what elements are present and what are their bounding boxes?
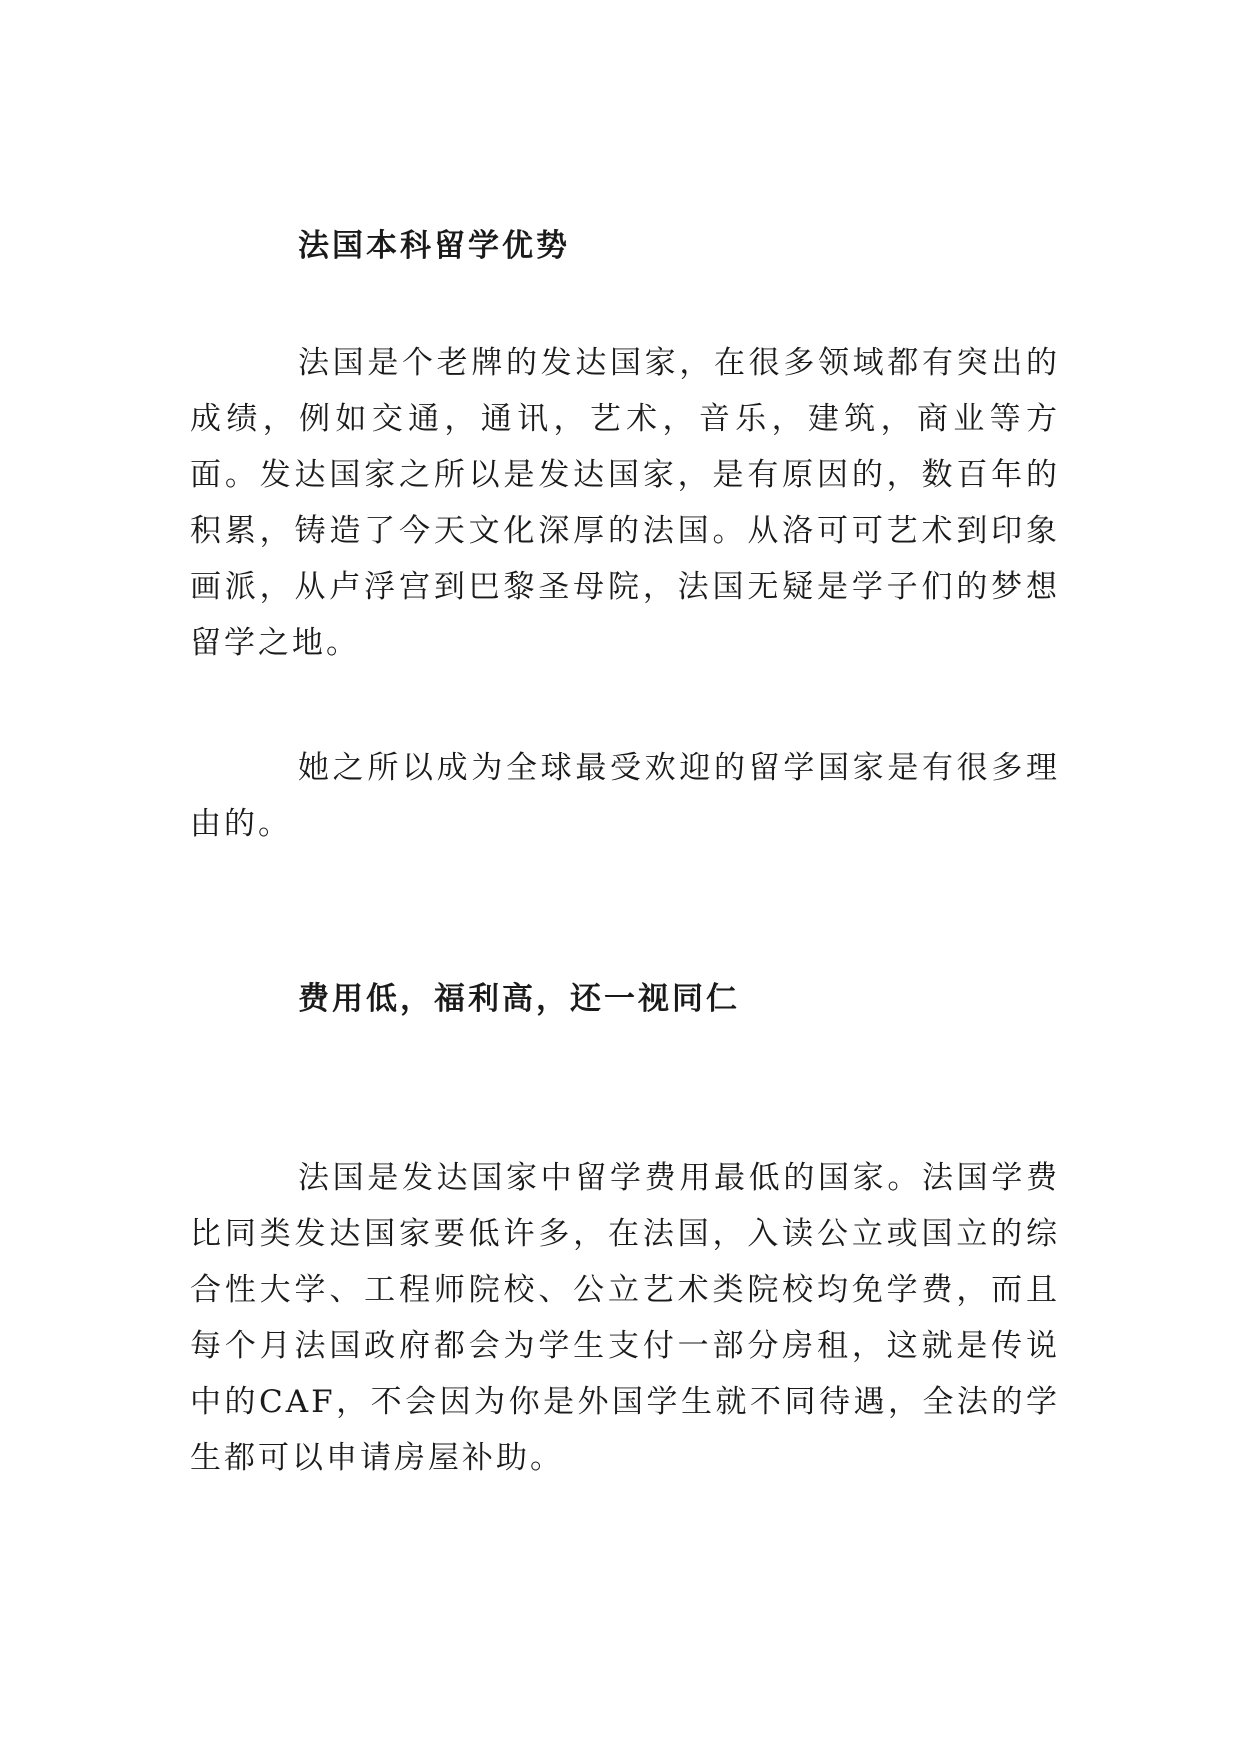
- reason-paragraph: 她之所以成为全球最受欢迎的留学国家是有很多理由的。: [190, 750, 1060, 842]
- section-paragraph: 法国是发达国家中留学费用最低的国家。法国学费比同类发达国家要低许多，在法国，入读公立或国立的综合性大学、工程师院校、公立艺术类院校均免学费，而且每个月法国政府都会为学生支付一部分房租，这就是传说中的CAF，不会因为你是外国学生就不同待遇，全法的学生都可以申请房屋补助。: [190, 1160, 1060, 1476]
- document-title: 法国本科留学优势: [298, 228, 570, 264]
- section-heading: 费用低，福利高，还一视同仁: [298, 981, 740, 1017]
- intro-paragraph: 法国是个老牌的发达国家，在很多领域都有突出的成绩，例如交通，通讯，艺术，音乐，建筑，商业等方面。发达国家之所以是发达国家，是有原因的，数百年的积累，铸造了今天文化深厚的法国。从洛可可艺术到印象画派，从卢浮宫到巴黎圣母院，法国无疑是学子们的梦想留学之地。: [190, 345, 1060, 661]
